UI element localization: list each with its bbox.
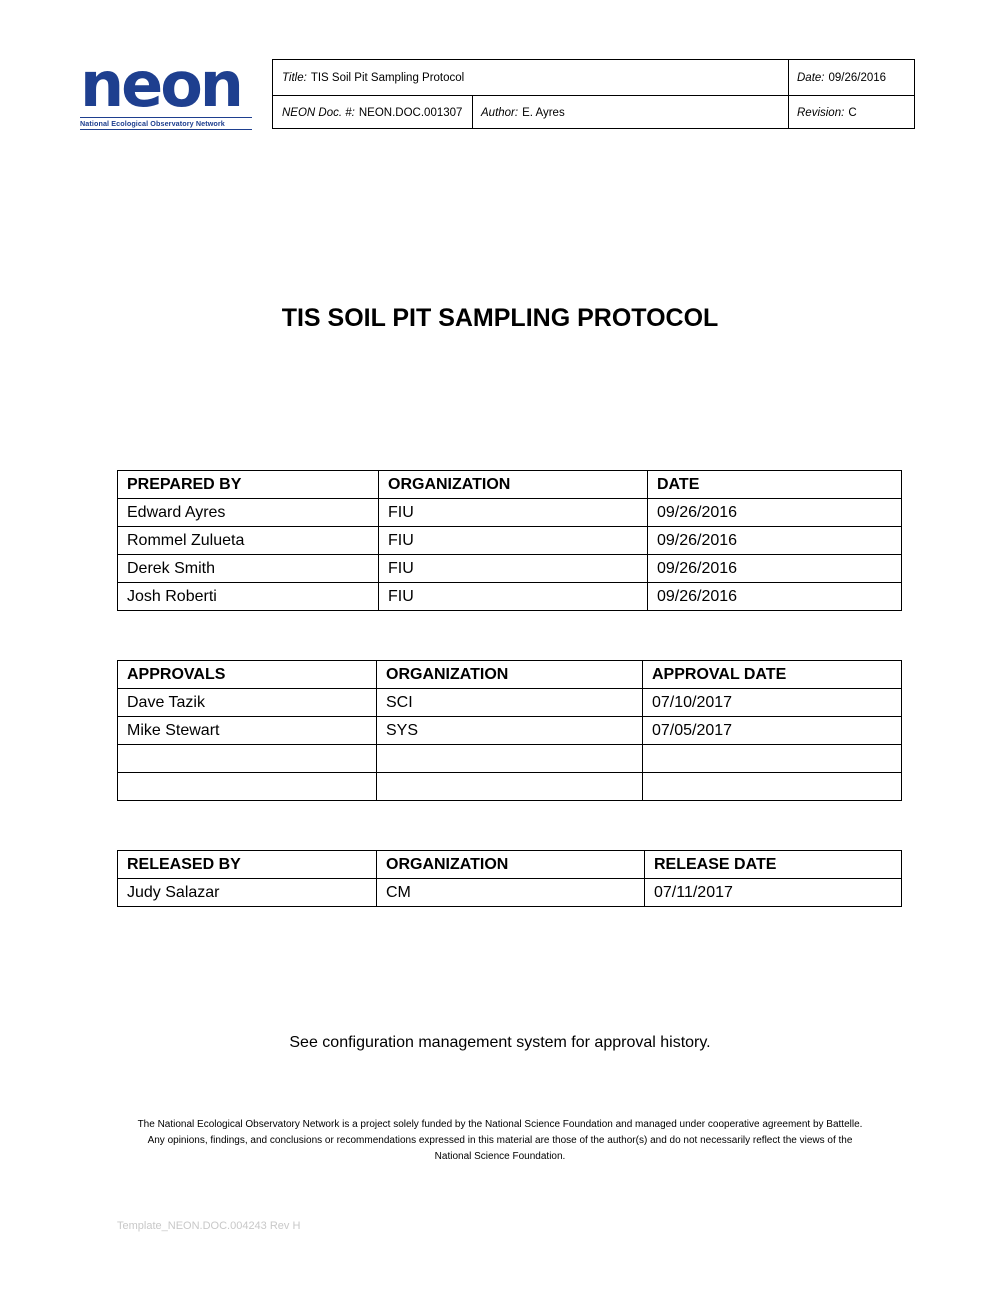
logo-subtitle: National Ecological Observatory Network xyxy=(80,117,252,130)
cell-date: 07/10/2017 xyxy=(643,689,902,717)
funding-statement xyxy=(110,1117,890,1165)
logo-wordmark: neon xyxy=(80,48,241,121)
table-row xyxy=(118,879,902,907)
cell-date xyxy=(643,773,902,801)
column-header: APPROVAL DATE xyxy=(643,661,902,689)
released-by-table xyxy=(117,850,902,907)
funding-line: National Science Foundation. xyxy=(434,1151,566,1162)
cell-organization xyxy=(377,773,643,801)
table-row xyxy=(118,583,902,611)
template-id: Template_NEON.DOC.004243 Rev H xyxy=(117,1220,301,1232)
cell-name: Judy Salazar xyxy=(118,879,377,907)
approval-history-note: See configuration management system for approval history. xyxy=(289,1034,711,1051)
prepared-by-table xyxy=(117,470,902,611)
header-title: Title: TIS Soil Pit Sampling Protocol xyxy=(282,71,465,84)
cell-organization: FIU xyxy=(379,527,648,555)
table-row xyxy=(118,499,902,527)
table-row xyxy=(118,773,902,801)
column-header: APPROVALS xyxy=(118,661,377,689)
cell-name xyxy=(118,773,377,801)
cell-name: Josh Roberti xyxy=(118,583,379,611)
header-revision: Revision: C xyxy=(797,106,857,119)
table-row xyxy=(118,717,902,745)
header-author: Author: E. Ayres xyxy=(481,106,565,119)
table-row xyxy=(118,555,902,583)
table-row xyxy=(118,527,902,555)
cell-organization: FIU xyxy=(379,555,648,583)
funding-line: Any opinions, findings, and conclusions or recommendations expressed in this material are those of the author(s) and do not necessarily reflect the views of the xyxy=(147,1135,853,1146)
cell-date: 07/05/2017 xyxy=(643,717,902,745)
header-doc-number: NEON Doc. #: NEON.DOC.001307 xyxy=(282,106,463,119)
column-header: DATE xyxy=(648,471,902,499)
table-row xyxy=(118,689,902,717)
cell-name: Rommel Zulueta xyxy=(118,527,379,555)
cell-organization: FIU xyxy=(379,583,648,611)
column-header: ORGANIZATION xyxy=(379,471,648,499)
cell-organization: SYS xyxy=(377,717,643,745)
document-title: TIS SOIL PIT SAMPLING PROTOCOL xyxy=(281,304,719,332)
table-row xyxy=(118,745,902,773)
funding-line: The National Ecological Observatory Network is a project solely funded by the National Science Foundation and managed under cooperative agreement by Battelle. xyxy=(137,1119,863,1130)
neon-logo xyxy=(80,48,252,132)
cell-organization xyxy=(377,745,643,773)
table-header-row xyxy=(118,471,902,499)
approvals-table xyxy=(117,660,902,801)
document-header-box xyxy=(272,59,915,129)
cell-name: Derek Smith xyxy=(118,555,379,583)
column-header: RELEASED BY xyxy=(118,851,377,879)
column-header: ORGANIZATION xyxy=(377,851,645,879)
cell-date: 07/11/2017 xyxy=(645,879,902,907)
cell-organization: CM xyxy=(377,879,645,907)
header-date: Date: 09/26/2016 xyxy=(797,71,887,84)
table-header-row xyxy=(118,661,902,689)
cell-name: Mike Stewart xyxy=(118,717,377,745)
table-header-row xyxy=(118,851,902,879)
cell-date: 09/26/2016 xyxy=(648,499,902,527)
cell-date: 09/26/2016 xyxy=(648,583,902,611)
column-header: PREPARED BY xyxy=(118,471,379,499)
cell-date: 09/26/2016 xyxy=(648,555,902,583)
cell-organization: SCI xyxy=(377,689,643,717)
column-header: RELEASE DATE xyxy=(645,851,902,879)
cell-date xyxy=(643,745,902,773)
cell-name: Dave Tazik xyxy=(118,689,377,717)
column-header: ORGANIZATION xyxy=(377,661,643,689)
cell-name: Edward Ayres xyxy=(118,499,379,527)
cell-name xyxy=(118,745,377,773)
cell-date: 09/26/2016 xyxy=(648,527,902,555)
cell-organization: FIU xyxy=(379,499,648,527)
